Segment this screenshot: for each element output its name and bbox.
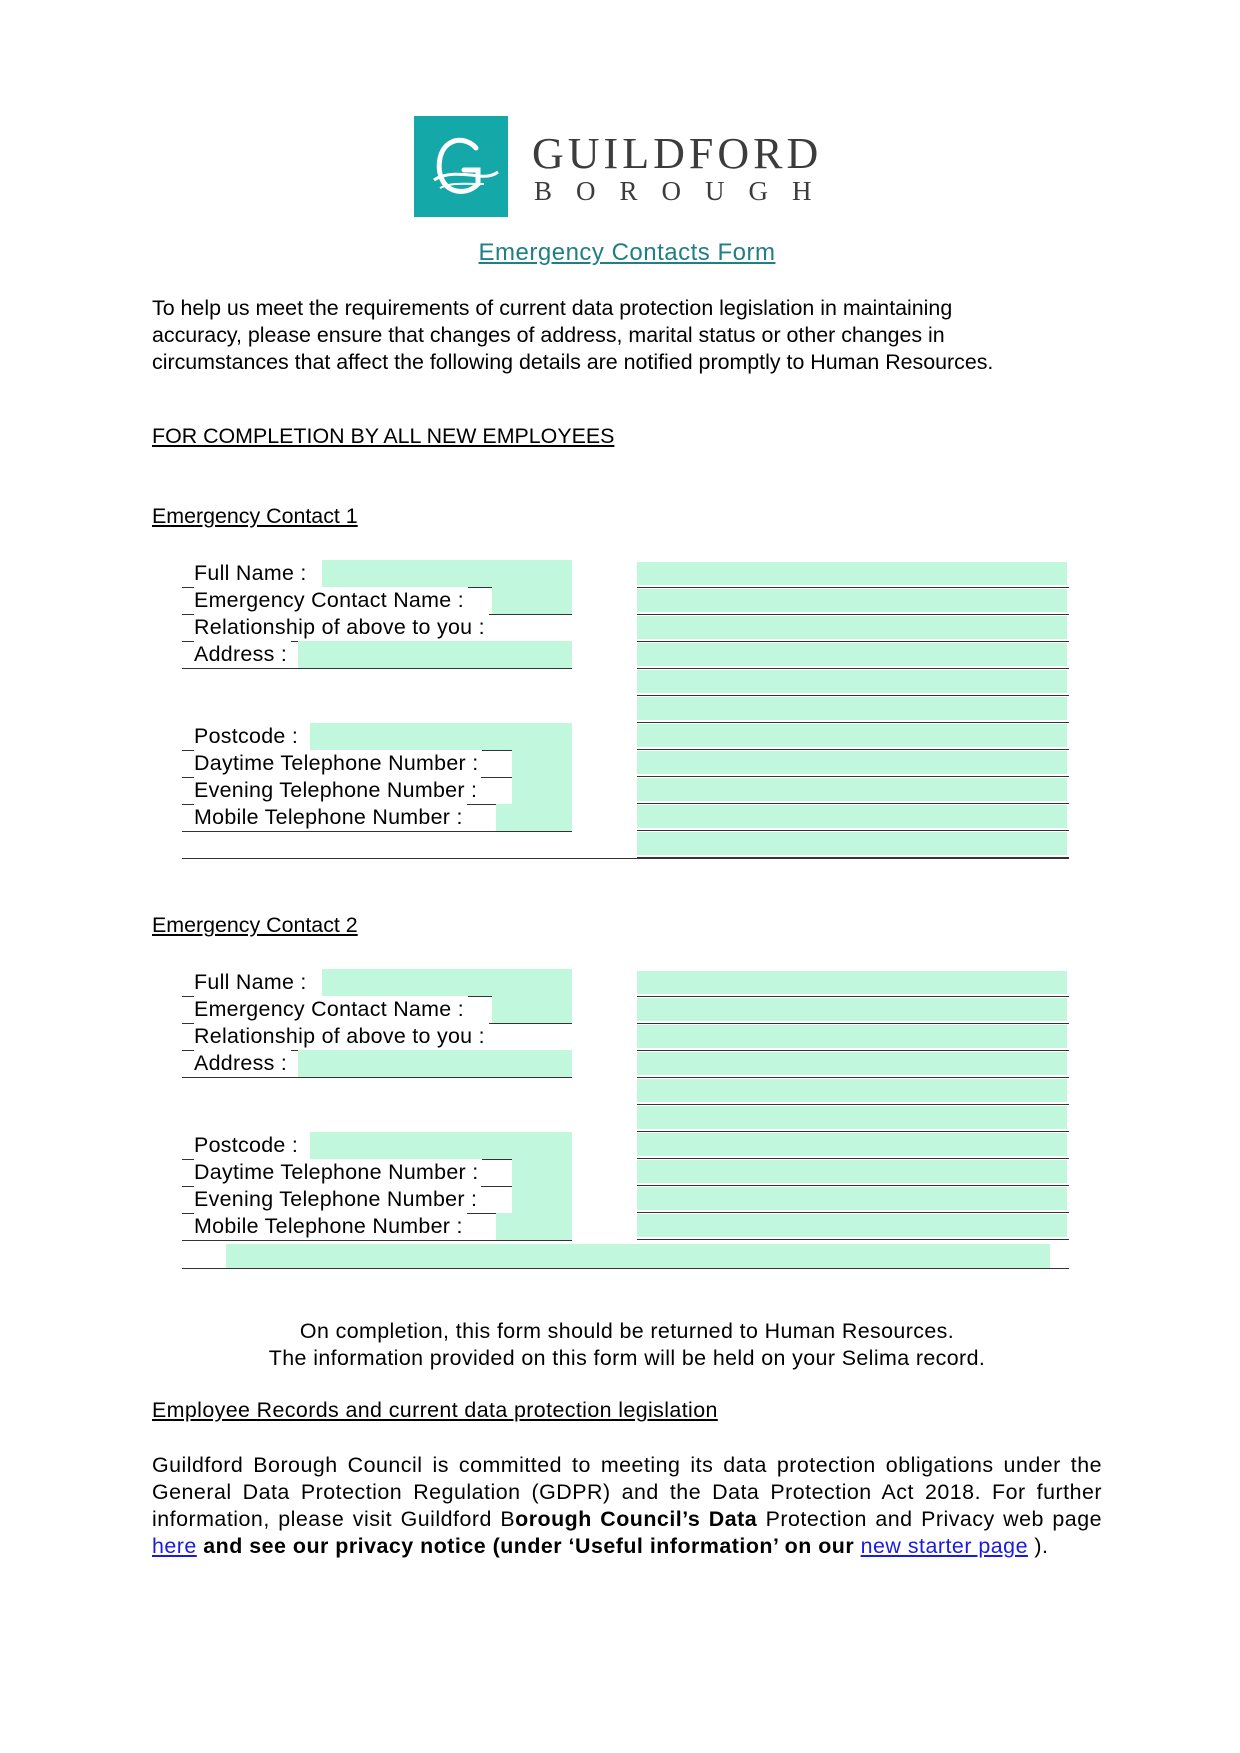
daytime-phone-label: Daytime Telephone Number : (194, 1159, 482, 1186)
gdpr-text: ). (1027, 1534, 1049, 1558)
contact-1-right-field[interactable] (637, 804, 1069, 831)
full-name-field[interactable] (322, 560, 572, 587)
privacy-page-link[interactable]: here (152, 1534, 197, 1558)
evening-phone-field[interactable] (512, 777, 572, 804)
gdpr-text: Guildford Borough Council is committed to meeting its data protection obligations under the General Data Protection Regulation (GDPR) and the Data Protection Act 2018. For further information, please visit Guildford B (152, 1453, 1102, 1531)
evening-phone-label: Evening Telephone Number : (194, 1186, 481, 1213)
contact-1-full-name-row[interactable] (182, 560, 572, 588)
contact-1-right-field[interactable] (637, 669, 1069, 696)
contact-name-field[interactable] (492, 996, 572, 1023)
daytime-phone-label: Daytime Telephone Number : (194, 750, 482, 777)
logo-g-icon (414, 116, 508, 217)
form-title: Emergency Contacts Form (478, 239, 776, 266)
contact-2-relationship-row[interactable] (182, 1023, 572, 1051)
relationship-label: Relationship of above to you : (194, 614, 489, 641)
full-name-field[interactable] (322, 969, 572, 996)
mobile-phone-label: Mobile Telephone Number : (194, 1213, 467, 1240)
contact-1-mobile-row[interactable] (182, 804, 572, 832)
postcode-label: Postcode : (194, 723, 302, 750)
logo-line2: BOROUGH (534, 176, 836, 206)
contact-1-right-field[interactable] (637, 561, 1069, 588)
contact-name-label: Emergency Contact Name : (194, 587, 468, 614)
relationship-label: Relationship of above to you : (194, 1023, 489, 1050)
contact-2-heading: Emergency Contact 2 (152, 913, 358, 937)
contact-1-postcode-row[interactable] (182, 723, 572, 751)
contact-1-right-field[interactable] (637, 642, 1069, 669)
daytime-phone-field[interactable] (512, 1159, 572, 1186)
intro-line: To help us meet the requirements of current data protection legislation in maintaining (152, 296, 953, 320)
contact-2-right-field[interactable] (637, 970, 1069, 997)
contact-2-right-field[interactable] (637, 1024, 1069, 1051)
evening-phone-field[interactable] (512, 1186, 572, 1213)
contact-1-heading: Emergency Contact 1 (152, 504, 358, 528)
contact-1-address-row[interactable] (182, 641, 572, 669)
contact-2-bottom-rule (182, 1268, 1069, 1269)
contact-2-evening-row[interactable] (182, 1186, 572, 1214)
contact-1-daytime-row[interactable] (182, 750, 572, 778)
contact-2-right-field[interactable] (637, 1132, 1069, 1159)
contact-name-label: Emergency Contact Name : (194, 996, 468, 1023)
completion-heading: FOR COMPLETION BY ALL NEW EMPLOYEES (152, 424, 615, 448)
daytime-phone-field[interactable] (512, 750, 572, 777)
return-note-line: The information provided on this form will be held on your Selima record. (268, 1346, 986, 1370)
gdpr-text: Protection and Privacy web page (757, 1507, 1102, 1531)
intro-paragraph (152, 295, 1092, 376)
contact-2-right-field[interactable] (637, 1078, 1069, 1105)
contact-1-right-field[interactable] (637, 831, 1069, 858)
contact-1-right-field[interactable] (637, 777, 1069, 804)
mobile-phone-label: Mobile Telephone Number : (194, 804, 467, 831)
evening-phone-label: Evening Telephone Number : (194, 777, 481, 804)
gdpr-paragraph (152, 1452, 1102, 1560)
new-starter-page-link[interactable]: new starter page (860, 1534, 1028, 1558)
postcode-field[interactable] (310, 723, 572, 750)
contact-1-contact-name-row[interactable] (182, 587, 572, 615)
contact-1-right-field[interactable] (637, 588, 1069, 615)
records-heading: Employee Records and current data protection legislation (152, 1398, 718, 1422)
contact-2-wide-field[interactable] (226, 1244, 1050, 1268)
contact-1-bottom-rule (182, 858, 1069, 859)
contact-1-right-field[interactable] (637, 723, 1069, 750)
contact-2-daytime-row[interactable] (182, 1159, 572, 1187)
guildford-borough-logo (414, 116, 836, 218)
contact-1-evening-row[interactable] (182, 777, 572, 805)
gdpr-bold: and see our privacy notice (under ‘Useful information’ on our (196, 1534, 861, 1558)
contact-2-address-row[interactable] (182, 1050, 572, 1078)
mobile-phone-field[interactable] (496, 804, 572, 831)
postcode-field[interactable] (310, 1132, 572, 1159)
logo-mark (414, 116, 508, 217)
return-note (0, 1318, 1240, 1372)
contact-1-right-field[interactable] (637, 750, 1069, 777)
contact-2-right-field[interactable] (637, 1051, 1069, 1078)
address-label: Address : (194, 641, 291, 668)
return-note-line: On completion, this form should be returned to Human Resources. (299, 1319, 955, 1343)
intro-line: circumstances that affect the following details are notified promptly to Human Resources. (152, 350, 994, 374)
contact-2-right-field[interactable] (637, 997, 1069, 1024)
contact-2-right-field[interactable] (637, 1213, 1069, 1240)
logo-line1: GUILDFORD (532, 129, 823, 178)
postcode-label: Postcode : (194, 1132, 302, 1159)
address-field[interactable] (298, 1050, 572, 1077)
contact-2-right-field[interactable] (637, 1186, 1069, 1213)
contact-1-right-field[interactable] (637, 615, 1069, 642)
address-label: Address : (194, 1050, 291, 1077)
full-name-label: Full Name : (194, 969, 311, 996)
gdpr-bold: orough Council’s Data (515, 1507, 758, 1531)
contact-2-right-field[interactable] (637, 1105, 1069, 1132)
address-field[interactable] (298, 641, 572, 668)
full-name-label: Full Name : (194, 560, 311, 587)
mobile-phone-field[interactable] (496, 1213, 572, 1240)
contact-2-postcode-row[interactable] (182, 1132, 572, 1160)
contact-2-right-field[interactable] (637, 1159, 1069, 1186)
intro-line: accuracy, please ensure that changes of address, marital status or other changes in (152, 323, 945, 347)
contact-2-mobile-row[interactable] (182, 1213, 572, 1241)
contact-2-contact-name-row[interactable] (182, 996, 572, 1024)
contact-1-relationship-row[interactable] (182, 614, 572, 642)
contact-2-full-name-row[interactable] (182, 969, 572, 997)
contact-1-right-field[interactable] (637, 696, 1069, 723)
contact-name-field[interactable] (492, 587, 572, 614)
